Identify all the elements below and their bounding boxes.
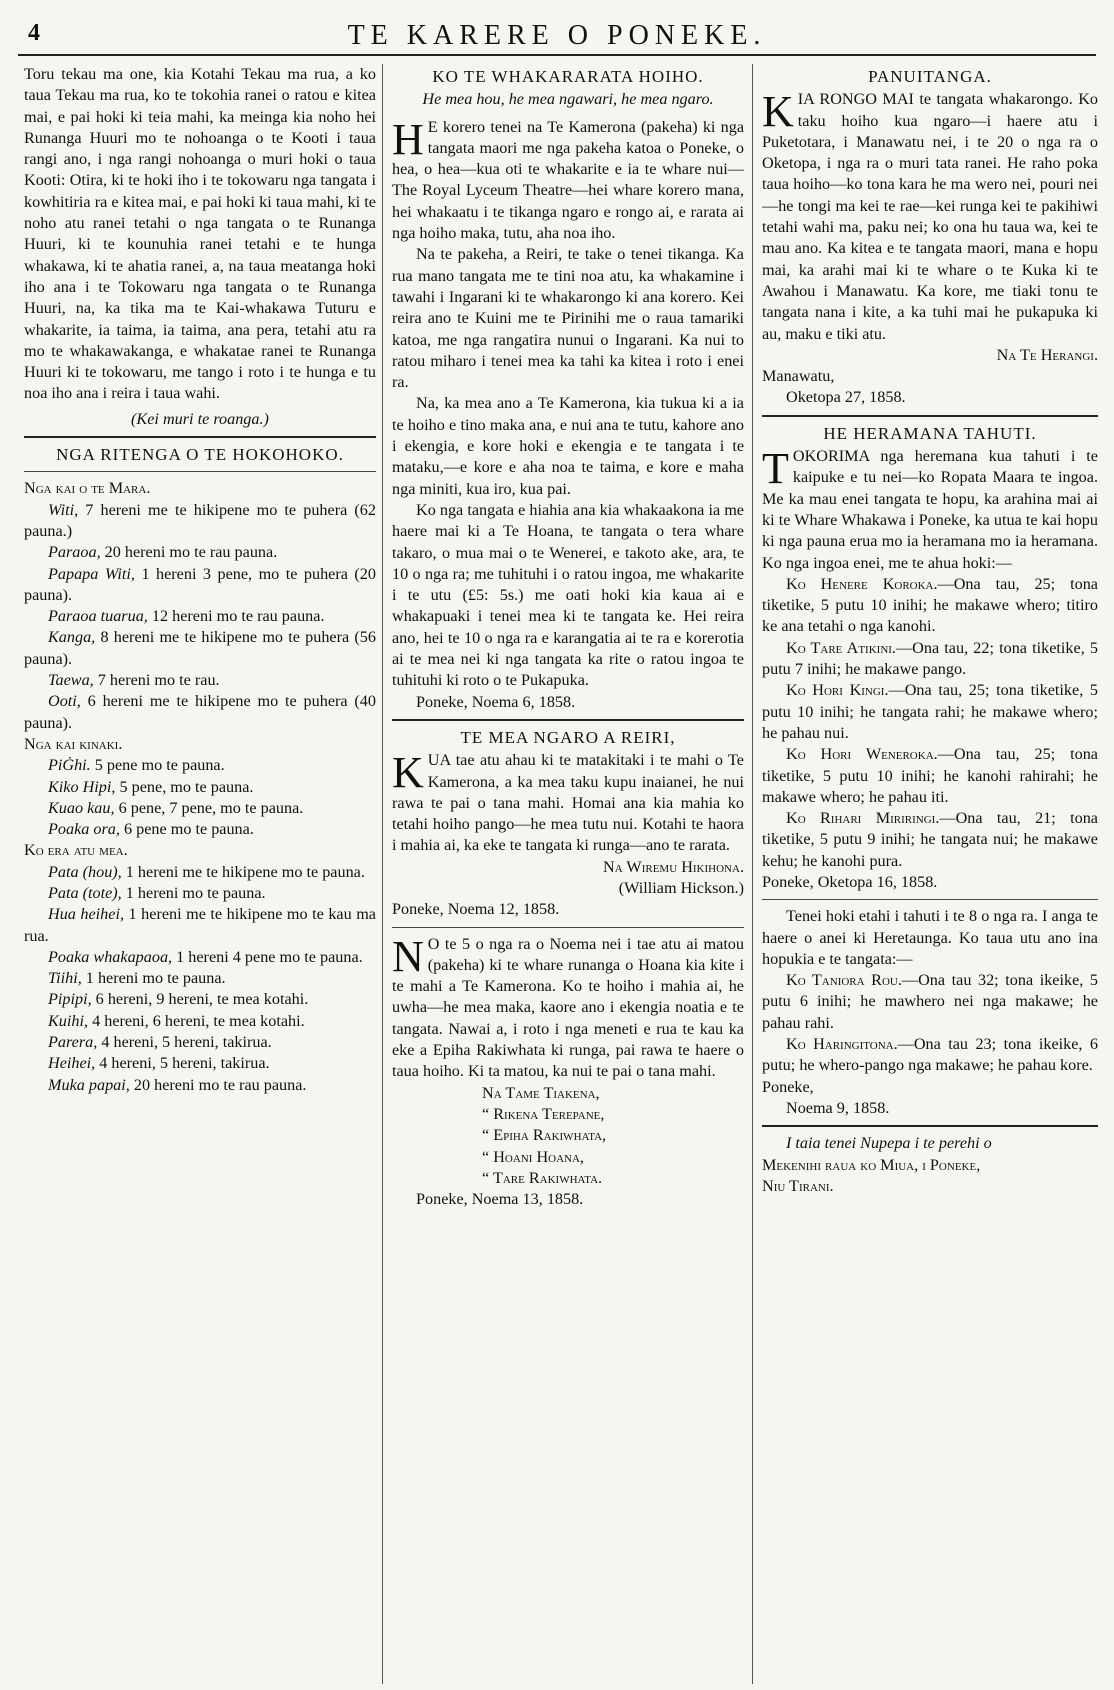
price-item xyxy=(24,755,376,776)
signature: Na Te Herangi. xyxy=(996,345,1098,364)
notice-heading: PANUITANGA. xyxy=(868,67,992,86)
price-item xyxy=(24,627,376,670)
price-item-text: 5 pene, mo te pauna. xyxy=(115,777,254,796)
column-3 xyxy=(762,64,1098,1684)
sailor-entry xyxy=(762,680,1098,744)
price-item-name: Kuao kau, xyxy=(48,798,115,817)
price-item xyxy=(24,670,376,691)
drop-cap: H xyxy=(392,114,424,164)
article-subheading: He mea hou, he mea ngawari, he mea ngaro. xyxy=(422,90,714,109)
price-item-name: Poaka ora, xyxy=(48,820,120,839)
signatory: “ Tare Rakiwhata. xyxy=(482,1168,603,1187)
sailor-entry-text: —Ona tau, 25; tona tiketike, 5 putu 10 inihi; he makawe whero; titiro ke ana tetahi o nga kanohi. xyxy=(762,574,1098,636)
price-item-name: Kiko Hipi, xyxy=(48,777,116,796)
price-item xyxy=(24,904,376,947)
price-item xyxy=(24,564,376,607)
price-item xyxy=(24,947,376,968)
section-rule xyxy=(762,1125,1098,1127)
price-item-name: Papapa Witi, xyxy=(48,564,135,583)
price-item-text: 6 hereni, 9 hereni, te mea kotahi. xyxy=(91,990,309,1009)
price-item-name: Tiihi, xyxy=(48,969,82,988)
prices-heading: NGA RITENGA O TE HOKOHOKO. xyxy=(56,445,344,465)
section-rule xyxy=(24,471,376,472)
sailor-entry-text: —Ona tau 23; tona ikeike, 6 putu; he whero-pango nga makawe; he pahau kore. xyxy=(762,1035,1098,1075)
sailor-entry xyxy=(762,638,1098,681)
price-section-heading: Nga kai o te Mara. xyxy=(24,479,151,498)
price-item-text: 20 hereni mo te rau pauna. xyxy=(129,1075,307,1094)
signature: Na Wiremu Hikihona. xyxy=(603,857,744,876)
drop-cap: K xyxy=(762,87,794,137)
sailor-entry xyxy=(762,1034,1098,1077)
signatories-list xyxy=(392,1083,744,1189)
price-item xyxy=(24,862,376,883)
page-number: 4 xyxy=(28,20,40,46)
signatory: “ Hoani Hoana, xyxy=(482,1147,584,1166)
sailor-entry-text: —Ona tau, 21; tona tiketike, 5 putu 9 inihi; he tangata nui; he makawe kehu; he kanohi pura. xyxy=(762,809,1098,870)
price-item xyxy=(24,1053,376,1074)
sailor-entry-name: Ko Hori Wenerokа. xyxy=(786,745,938,764)
imprint-place: Niu Tirani. xyxy=(762,1176,834,1195)
continued-note: (Kei muri te roanga.) xyxy=(131,409,269,428)
sailor-entry-text: —Ona tau, 22; tona tiketike, 5 putu 7 inihi; he makawe pango. xyxy=(762,638,1098,679)
price-item-text: 1 hereni mo te pauna. xyxy=(81,969,226,988)
sailor-entry xyxy=(762,808,1098,872)
sailor-entry-text: —Ona tau 32; tona ikeike, 5 putu 6 inihi; he mawhero nei nga makawe; he pahau rahi. xyxy=(762,971,1098,1032)
price-item-name: Pata (hou), xyxy=(48,862,122,881)
dateline: Poneke, Oketopa 16, 1858. xyxy=(762,872,938,891)
drop-cap: T xyxy=(762,444,789,494)
price-item-text: 7 hereni mo te rau. xyxy=(93,671,220,690)
price-item xyxy=(24,819,376,840)
place: Manawatu, xyxy=(762,367,835,386)
price-item-name: Poaka whakapaoa, xyxy=(48,947,173,966)
sailor-list xyxy=(762,574,1098,872)
section-rule xyxy=(392,719,744,721)
signatory: Na Tame Tiakena, xyxy=(482,1083,600,1102)
price-item-name: PiĠhi. xyxy=(48,756,91,775)
article-heading: TE MEA NGARO A REIRI, xyxy=(460,727,676,747)
sailor-entry xyxy=(762,574,1098,638)
price-item-text: 1 hereni 3 pene, mo te puhera (20 pauna). xyxy=(24,564,376,604)
section-rule xyxy=(24,436,376,438)
sailor-entry xyxy=(762,970,1098,1034)
price-item xyxy=(24,606,376,627)
price-item xyxy=(24,500,376,543)
price-item-text: 1 hereni me te hikipene mo te pauna. xyxy=(121,862,365,881)
article-paragraph: KUA tae atu ahau ki te matakitaki i te mahi o Te Kamerona, a ka mea taku kupu inaianei, he nui rawa te pai o tana mahi. Homai ana kia mahia ko tetahi hoiho pango—he mea tutu nui. Kotahi te haora i mahia ai, ka eke te tangata ki runga—ano te rarata. xyxy=(392,748,744,855)
notice-paragraph: Tenei hoki etahi i tahuti i te 8 o nga ra. I anga te haere o anei ki Heretaunga. Ko taua utu ano ina hopukia e te tangata:— xyxy=(762,907,1098,968)
column-1 xyxy=(24,64,376,1684)
sailor-entry-name: Ko Tare Atikini. xyxy=(786,638,896,657)
price-item-text: 5 pene mo te pauna. xyxy=(90,756,225,775)
article-heading: KO TE WHAKARARATA HOIHO. xyxy=(432,67,704,86)
signatory: “ Rikena Terepane, xyxy=(482,1104,605,1123)
price-item-text: 6 hereni me te hikipene mo te puhera (40 pauna). xyxy=(24,692,376,732)
price-item-name: Paraoa, xyxy=(48,543,101,562)
newspaper-title: TE KARERE O PONEKE. xyxy=(347,20,767,51)
date: Noema 9, 1858. xyxy=(786,1098,890,1117)
price-item xyxy=(24,1075,376,1096)
price-list-meats xyxy=(24,755,376,840)
imprint-line: I taia tenei Nupepa i te perehi o xyxy=(786,1134,992,1153)
price-section-heading: Ko era atu mea. xyxy=(24,841,128,860)
price-item-text: 4 hereni, 6 hereni, te mea kotahi. xyxy=(88,1011,305,1030)
sailor-entry-name: Ko Haringitona. xyxy=(786,1035,898,1054)
price-item-text: 4 hereni, 5 hereni, takirua. xyxy=(97,1033,272,1052)
price-item-text: 1 hereni me te hikipene mo te kau ma rua. xyxy=(24,905,376,945)
price-item xyxy=(24,691,376,734)
price-item-text: 6 pene mo te pauna. xyxy=(119,820,254,839)
article-paragraph: Na, ka mea ano a Te Kamerona, kia tukua ki a ia te hoiho e tino maka ana, e nui ana te tutu, kahore ano i ekengia, e kore hoki e ekengia e te tangata i te mataku,—e kore e aha noa te taima, e kore e maha nga miniti, kua iro, kua pai. xyxy=(392,394,744,498)
notice-heading: HE HERAMANA TAHUTI. xyxy=(823,423,1037,443)
sailor-list xyxy=(762,970,1098,1076)
imprint-printers: Mekenihi raua ko Miua, i Poneke, xyxy=(762,1155,981,1174)
masthead xyxy=(18,18,1096,56)
dateline: Poneke, Noema 12, 1858. xyxy=(392,900,560,919)
section-rule xyxy=(762,899,1098,900)
price-section-heading: Nga kai kinaki. xyxy=(24,734,123,753)
column-divider xyxy=(752,64,753,1684)
sailor-entry-name: Ko Taniora Rou. xyxy=(786,971,902,990)
price-item-name: Taewa, xyxy=(48,671,94,690)
price-item xyxy=(24,989,376,1010)
price-item-text: 6 pene, 7 pene, mo te pauna. xyxy=(114,798,304,817)
drop-cap: N xyxy=(392,931,424,981)
price-item-text: 4 hereni, 5 hereni, takirua. xyxy=(95,1054,270,1073)
price-item-name: Kuihi, xyxy=(48,1011,89,1030)
signature-english: (William Hickson.) xyxy=(618,878,744,897)
price-item xyxy=(24,883,376,904)
article-paragraph: N O te 5 o nga ra o Noema nei i tae atu ai matou (pakeha) ki te whare runanga o Hoana kia kite i te mahi a Te Kamerona. Ko te hoiho i mahia ai, he uwha—he mea maka, kaore ano i ekengia noatia e te tangata. Nawai a, i roto i nga meneti e rua te kau ka eke a Epiha Rakiwhata ki runga, pai rawa te haere o taua hoiho. Ki ta matou, ka nui te pai o tana mahi. xyxy=(392,931,744,1081)
price-item xyxy=(24,798,376,819)
price-item-name: Witi, xyxy=(48,500,79,519)
price-item-text: 7 hereni me te hikipene mo te puhera (62 pauna.) xyxy=(24,500,376,540)
sailor-entry-text: —Ona tau, 25; tona tiketike, 5 putu 10 inihi; he tangata rahi; he makawe whero; he pahau nui. xyxy=(762,681,1098,742)
sailor-entry-name: Ko Hori Kingi. xyxy=(786,681,889,700)
price-item-name: Parera, xyxy=(48,1033,98,1052)
price-item-name: Pata (tote), xyxy=(48,883,122,902)
price-item-name: Heihei, xyxy=(48,1054,96,1073)
price-item-name: Hua heihei, xyxy=(48,905,125,924)
column-divider xyxy=(382,64,383,1684)
article-paragraph: H E korero tenei na Te Kamerona (pakeha) ki nga tangata maori me nga pakeha katoa o Poneke, o hea, o hea—kua oti te whakarite e ia te whare nui—The Royal Lyceum Theatre—hei whare korero mana, hei whakaatu i te tikanga ngaro e rongo ai, e rarata ai nga hoiho maka, tutu, aha noa iho. xyxy=(392,114,744,243)
section-rule xyxy=(762,415,1098,417)
price-item-text: 1 hereni mo te pauna. xyxy=(121,883,266,902)
price-item-name: Muka papai, xyxy=(48,1075,130,1094)
price-item-text: 1 hereni 4 pene mo te pauna. xyxy=(172,947,363,966)
dateline: Poneke, Noema 6, 1858. xyxy=(416,692,576,711)
price-item-text: 12 hereni mo te rau pauna. xyxy=(147,607,325,626)
place: Poneke, xyxy=(762,1077,814,1096)
price-item-name: Ooti, xyxy=(48,692,81,711)
price-item xyxy=(24,1032,376,1053)
date: Oketopa 27, 1858. xyxy=(786,388,906,407)
price-item xyxy=(24,968,376,989)
notice-paragraph: KIA RONGO MAI te tangata whakarongo. Ko taku hoiho kua ngaro—i haere atu i Puketotara, i Manawatu nei, i te 20 o nga ra o Oketopa, i nga ra o muri tata ranei. He raho poka taua hoiho—ko tona kara he ma wero nei, pouri nei—he tongi ma kei te rae—kei runga kei te pakihiwi tetahi wahi ma, paku nei; ko ona hu taua wa, kei te mau ano. Ka kitea e te tangata maori, mana e hopu mai, ka arahi mai ki te whare o te Kuka ki te Awahou i Manawatu. Ka kore, me tiaki tonu te tangata nana i kite, a ka tuhi mai he pukapuka ki au, maku e tiki atu. xyxy=(762,87,1098,343)
column-2 xyxy=(392,64,744,1684)
signatory: “ Epiha Rakiwhata, xyxy=(482,1126,607,1145)
article-paragraph: Ko nga tangata e hiahia ana kia whakaakona ia me haere mai ki a Te Hoana, te tangata o tera whare takaro, o mua mai o te Wenerei, e takoto ake, ara, te 10 o nga ra; me tuhituhi i o ratou ingoa, me whakarite i te utu (£5: 5s.) me oati hoki kia kaua ai e whakapuaki i tenei mea ki te tangata ke. Hei reira ano, hei te 10 o nga ra e karangatia ai te ra e korerotia ai te mea nei ki nga tangata ka rite o ratou ingoa te tuhituhi ki roto o te Pukapuka. xyxy=(392,500,744,690)
price-item-name: Pipipi, xyxy=(48,990,92,1009)
sailor-entry-text: —Ona tau, 25; tona tiketike, 5 putu 10 inihi; he kanohi rahirahi; he makawe whero; he pahau iti. xyxy=(762,745,1098,806)
price-item xyxy=(24,777,376,798)
price-list-crops xyxy=(24,500,376,734)
sailor-entry-name: Ko Rihari Miriringi. xyxy=(786,809,940,828)
dateline: Poneke, Noema 13, 1858. xyxy=(416,1190,584,1209)
law-text-continuation: Toru tekau ma one, kia Kotahi Tekau ma rua, a ko taua Tekau ma rua, ko te tokohia ranei o ratou e kitea mai, e pai hoki ki teia mahi, ka meinga kia noho hei Runanga Huuri mo te nohoanga o te Kooti i taua rangi ano, i nga rangi nohoanga o muri hoki o taua Kooti: Otira, ki te hoki iho i te tokowaru nga tangata i kowhitiria ra e kitea mai, e pai hoki ki taua mahi, ki te noho atu ranei tetahi o nga tangata o te Runanga Huuri, ki te kounuhia ranei tetahi e te hunga whakawa, ki te ahatia ranei, a, na taua meatanga hoki iho ana i te Tokowaru nga tangata o te Runanga Huuri, na, ka tika ma te Kai-whakawa Tuturu e whakarite, ia taima, ia taima, ana pera, tetahi atu ra mo te whakawakanga, e whakatae ranei te Runanga Huuri ki te tokowaru, me tango i roto i te hunga e tu noa iho ana i reira i taua wahi. xyxy=(24,65,376,403)
price-item-text: 8 hereni me te hikipene mo te puhera (56 pauna). xyxy=(24,628,376,668)
price-item-name: Kanga, xyxy=(48,628,96,647)
sailor-entry-name: Ko Henere Koroka. xyxy=(786,574,938,593)
price-list-other xyxy=(24,862,376,1096)
section-rule xyxy=(392,927,744,928)
drop-cap: K xyxy=(392,748,424,798)
sailor-entry xyxy=(762,744,1098,808)
notice-paragraph: TOKORIMA nga heremana kua tahuti i te kaipuke e tu nei—ko Ropata Maara te ingoa. Me ka mau enei tangata te hopu, ka arahina mai ai ki te Whare Whakawa i Poneke, ka utua te kai hopu ki nga pauna erua mo ia heramana mo ia heramana. Ko nga ingoa enei, me te ahua hoki:— xyxy=(762,444,1098,572)
price-item-text: 20 hereni mo te rau pauna. xyxy=(100,543,278,562)
price-item xyxy=(24,542,376,563)
article-paragraph: Na te pakeha, a Reiri, te take o tenei tikanga. Ka rua mano tangata me te tini noa atu, ka whakamine i tawahi i Ingarani ki te whakarongo ki ana korero. Kei reira ano te Kuini me te Pirinihi me o raua tamariki katoa, me nga rangatira nunui o Ingarani. Ka nui to ratou miharo i tenei mea ka tahi ka kitea i roto i enei ra. xyxy=(392,245,744,392)
price-item xyxy=(24,1011,376,1032)
price-item-name: Paraoa tuarua, xyxy=(48,607,148,626)
